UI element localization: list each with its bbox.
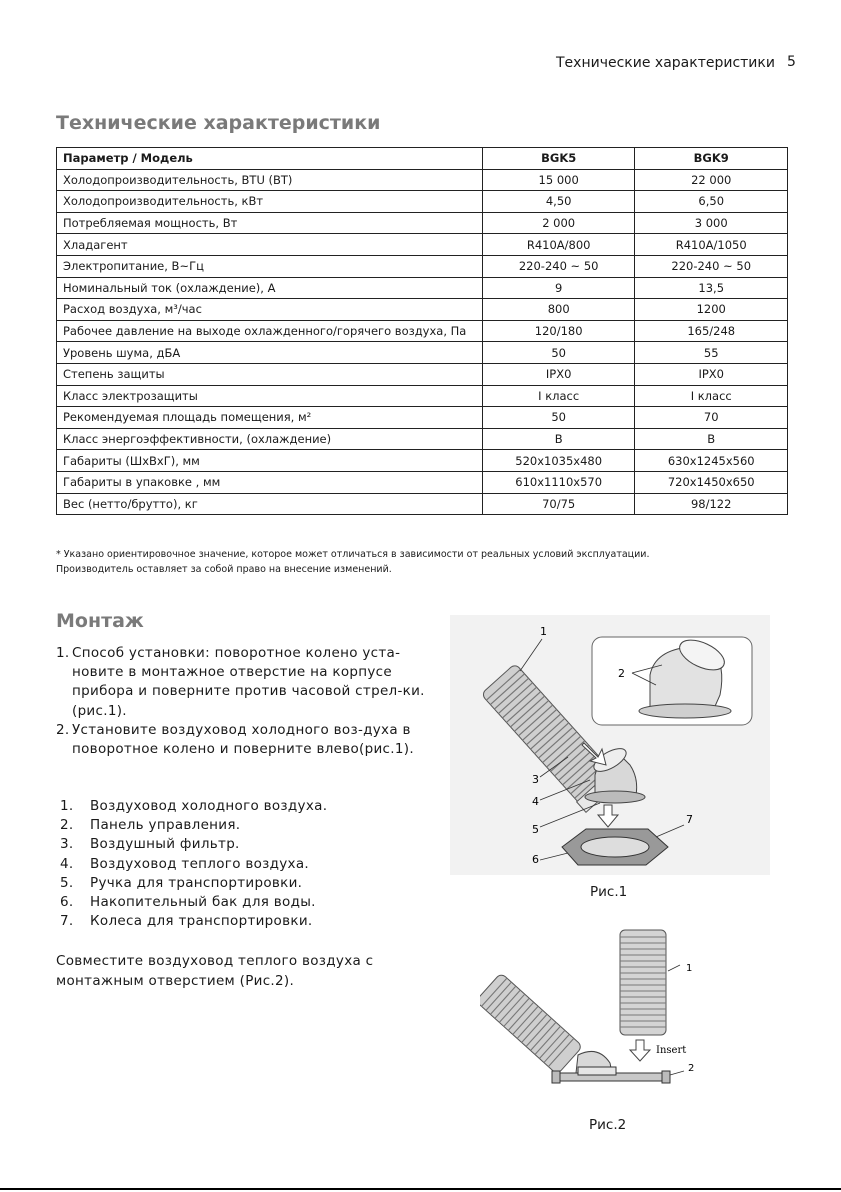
footnote — [56, 547, 650, 577]
figure-2-caption: Рис.2 — [589, 1117, 627, 1133]
step-number: 1. — [56, 645, 70, 661]
part-text: Панель управления. — [90, 817, 241, 834]
bgk9-value-cell: I класс — [635, 385, 788, 407]
table-row — [57, 428, 788, 450]
bgk5-value-cell: IPX0 — [482, 363, 635, 385]
table-row — [57, 191, 788, 213]
spec-table — [56, 147, 788, 515]
part-number: 3. — [60, 836, 74, 853]
param-name-cell: Хладагент — [57, 234, 483, 256]
insert-label: Insert — [656, 1045, 687, 1056]
parts-list — [60, 797, 327, 931]
part-number: 1. — [60, 798, 74, 814]
param-name-cell: Уровень шума, дБА — [57, 342, 483, 364]
param-name-cell: Холодопроизводительность, BTU (ВТ) — [57, 169, 483, 191]
spec-table-header-row — [57, 148, 788, 170]
table-row — [57, 363, 788, 385]
bgk9-value-cell: 630x1245x560 — [635, 450, 788, 472]
bgk5-value-cell: 15 000 — [482, 169, 635, 191]
list-item — [60, 816, 327, 835]
table-row — [57, 385, 788, 407]
callout-1: 1 — [686, 963, 693, 974]
align-duct-paragraph: Совместите воздуховод теплого воздуха с монтажным отверстием (Рис.2). — [56, 953, 374, 989]
table-row — [57, 450, 788, 472]
bgk9-value-cell: 98/122 — [635, 493, 788, 515]
bgk5-value-cell: 9 — [482, 277, 635, 299]
list-item — [56, 721, 426, 759]
figure-1-illustration — [450, 615, 770, 875]
step-text: Установите воздуховод холодного воз-духа в поворотное колено и поверните влево(рис.1). — [72, 721, 414, 758]
bgk5-value-cell: 220-240 ~ 50 — [482, 255, 635, 277]
list-item — [60, 797, 327, 816]
bgk9-value-cell: B — [635, 428, 788, 450]
bgk9-value-cell: 1200 — [635, 299, 788, 321]
table-row — [57, 299, 788, 321]
figure-2-illustration — [480, 925, 720, 1100]
param-name-cell: Холодопроизводительность, кВт — [57, 191, 483, 213]
page-number: 5 — [787, 54, 796, 70]
step-number: 2. — [56, 721, 70, 738]
part-text: Накопительный бак для воды. — [90, 894, 316, 911]
callout-1: 1 — [540, 625, 547, 638]
param-name-cell: Рабочее давление на выходе охлажденного/горячего воздуха, Па — [57, 320, 483, 342]
bgk9-value-cell: 165/248 — [635, 320, 788, 342]
step-text: Способ установки: поворотное колено уста-новите в монтажное отверстие на корпусе прибора и поверните против часовой стрел-ки. (рис.1). — [72, 645, 425, 719]
table-row — [57, 320, 788, 342]
bgk9-value-cell: 720x1450x650 — [635, 471, 788, 493]
table-row — [57, 277, 788, 299]
bgk9-value-cell: 13,5 — [635, 277, 788, 299]
table-row — [57, 212, 788, 234]
part-text: Воздуховод теплого воздуха. — [90, 855, 310, 872]
part-number: 6. — [60, 894, 74, 911]
install-section-heading: Монтаж — [56, 610, 144, 632]
bgk5-value-cell: 50 — [482, 407, 635, 429]
list-item — [60, 874, 327, 893]
bgk5-value-cell: R410A/800 — [482, 234, 635, 256]
callout-4: 4 — [532, 795, 539, 808]
table-header-bgk9: BGK9 — [635, 148, 788, 170]
footnote-line-2: Производитель оставляет за собой право на внесение изменений. — [56, 564, 392, 575]
param-name-cell: Габариты в упаковке , мм — [57, 471, 483, 493]
bgk9-value-cell: 22 000 — [635, 169, 788, 191]
list-item — [56, 644, 426, 721]
list-item — [60, 912, 327, 931]
list-item — [60, 893, 327, 912]
bgk5-value-cell: 70/75 — [482, 493, 635, 515]
table-header-param: Параметр / Модель — [57, 148, 483, 170]
part-number: 5. — [60, 874, 74, 891]
param-name-cell: Вес (нетто/брутто), кг — [57, 493, 483, 515]
param-name-cell: Класс энергоэффективности, (охлаждение) — [57, 428, 483, 450]
spec-section-heading: Технические характеристики — [56, 112, 381, 134]
part-text: Воздушный фильтр. — [90, 836, 240, 853]
running-header-title: Технические характеристики — [556, 55, 775, 71]
bgk9-value-cell: 70 — [635, 407, 788, 429]
part-number: 4. — [60, 855, 74, 872]
param-name-cell: Класс электрозащиты — [57, 385, 483, 407]
table-row — [57, 471, 788, 493]
param-name-cell: Габариты (ШхВхГ), мм — [57, 450, 483, 472]
table-row — [57, 234, 788, 256]
list-item — [60, 835, 327, 854]
bgk5-value-cell: 800 — [482, 299, 635, 321]
callout-7: 7 — [686, 813, 693, 826]
bgk5-value-cell: 610x1110x570 — [482, 471, 635, 493]
bgk9-value-cell: 3 000 — [635, 212, 788, 234]
part-text: Ручка для транспортировки. — [90, 874, 303, 891]
param-name-cell: Рекомендуемая площадь помещения, м² — [57, 407, 483, 429]
table-row — [57, 169, 788, 191]
param-name-cell: Потребляемая мощность, Вт — [57, 212, 483, 234]
bgk9-value-cell: 6,50 — [635, 191, 788, 213]
list-item — [60, 855, 327, 874]
param-name-cell: Номинальный ток (охлаждение), А — [57, 277, 483, 299]
bgk9-value-cell: R410A/1050 — [635, 234, 788, 256]
leader-line — [668, 965, 680, 971]
bgk9-value-cell: 220-240 ~ 50 — [635, 255, 788, 277]
table-header-bgk5: BGK5 — [482, 148, 635, 170]
part-text: Воздуховод холодного воздуха. — [90, 798, 328, 814]
cold-air-duct-2 — [480, 973, 583, 1075]
param-name-cell: Степень защиты — [57, 363, 483, 385]
callout-3: 3 — [532, 773, 539, 786]
footnote-line-1: * Указано ориентировочное значение, которое может отличаться в зависимости от реальных условий эксплуатации. — [56, 549, 650, 560]
bgk5-value-cell: B — [482, 428, 635, 450]
bgk9-value-cell: IPX0 — [635, 363, 788, 385]
bgk5-value-cell: 4,50 — [482, 191, 635, 213]
bgk9-value-cell: 55 — [635, 342, 788, 364]
part-number: 2. — [60, 817, 74, 834]
table-row — [57, 407, 788, 429]
bgk5-value-cell: 120/180 — [482, 320, 635, 342]
table-row — [57, 255, 788, 277]
leader-line — [670, 1071, 684, 1075]
bgk5-value-cell: 50 — [482, 342, 635, 364]
callout-6: 6 — [532, 853, 539, 866]
param-name-cell: Электропитание, В~Гц — [57, 255, 483, 277]
param-name-cell: Расход воздуха, м³/час — [57, 299, 483, 321]
warm-air-duct — [620, 930, 666, 1035]
install-steps — [56, 644, 426, 759]
bgk5-value-cell: I класс — [482, 385, 635, 407]
page-bottom-rule — [0, 1188, 841, 1190]
part-number: 7. — [60, 913, 74, 930]
callout-2: 2 — [618, 667, 625, 680]
figure-1-caption: Рис.1 — [590, 884, 628, 900]
table-row — [57, 493, 788, 515]
table-row — [57, 342, 788, 364]
unit-top-panel — [552, 1067, 670, 1083]
bgk5-value-cell: 2 000 — [482, 212, 635, 234]
callout-2: 2 — [688, 1063, 695, 1074]
bgk5-value-cell: 520x1035x480 — [482, 450, 635, 472]
callout-5: 5 — [532, 823, 539, 836]
arrow-down-icon — [630, 1040, 650, 1061]
part-text: Колеса для транспортировки. — [90, 913, 313, 930]
